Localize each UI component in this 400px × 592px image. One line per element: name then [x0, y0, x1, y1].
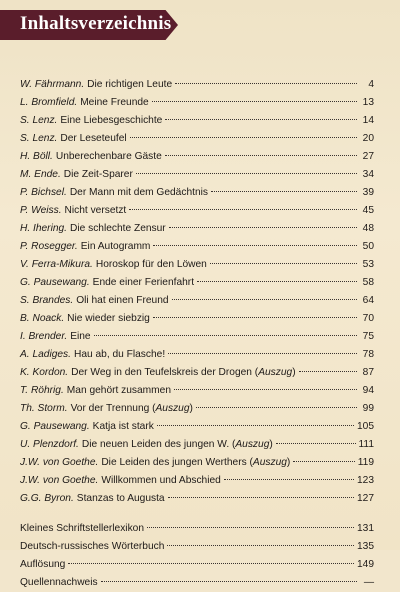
entry-title: Eine	[70, 331, 91, 342]
page-number: 27	[362, 151, 374, 162]
appendix-entry-row	[20, 520, 374, 538]
dot-leader	[153, 317, 357, 318]
page-number: 64	[362, 295, 374, 306]
dot-leader	[211, 191, 357, 192]
toc-entry-row	[20, 148, 374, 166]
table-of-contents	[20, 76, 374, 592]
entry-title: Ende einer Ferienfahrt	[92, 277, 195, 288]
entry-author: L. Bromfield.	[20, 97, 78, 108]
appendix-title: Kleines Schriftstellerlexikon	[20, 523, 145, 534]
page-number: 78	[362, 349, 374, 360]
entry-work-note: Auszug	[258, 367, 293, 378]
entry-title: Meine Freunde	[80, 97, 149, 108]
entry-author: H. Ihering.	[20, 223, 67, 234]
appendix-entry-row	[20, 574, 374, 592]
page-number: 20	[362, 133, 374, 144]
page-number: 50	[362, 241, 374, 252]
toc-entry-row	[20, 490, 374, 508]
entry-author: G.G. Byron.	[20, 493, 74, 504]
page-number: 123	[357, 475, 374, 486]
entry-author: P. Bichsel.	[20, 187, 67, 198]
page-number: 53	[362, 259, 374, 270]
toc-entry-row	[20, 220, 374, 238]
entry-author: V. Ferra-Mikura.	[20, 259, 93, 270]
entry-title: Die schlechte Zensur	[70, 223, 166, 234]
entry-author: S. Brandes.	[20, 295, 74, 306]
page-number: 131	[357, 523, 374, 534]
entry-title: Der Leseteufel	[60, 133, 127, 144]
entry-title: Hau ab, du Flasche!	[73, 349, 166, 360]
dot-leader	[168, 353, 357, 354]
appendix-entry-row	[20, 556, 374, 574]
toc-entry-row	[20, 454, 374, 472]
toc-entry-row	[20, 130, 374, 148]
entry-work-note: Auszug	[235, 439, 270, 450]
entry-title: Die Zeit-Sparer	[63, 169, 133, 180]
entry-title: Horoskop für den Löwen	[95, 259, 207, 270]
toc-entry-row	[20, 112, 374, 130]
entry-title: Die richtigen Leute	[87, 79, 173, 90]
entry-author: S. Lenz.	[20, 133, 58, 144]
toc-entry-row	[20, 274, 374, 292]
entry-author: U. Plenzdorf.	[20, 439, 79, 450]
dot-leader	[210, 263, 357, 264]
dot-leader	[224, 479, 354, 480]
entry-author: H. Böll.	[20, 151, 53, 162]
entry-title: Ein Autogramm	[80, 241, 151, 252]
dot-leader	[165, 155, 357, 156]
page-number: 94	[362, 385, 374, 396]
entry-title: Nicht versetzt	[64, 205, 127, 216]
appendix-title: Auflösung	[20, 559, 66, 570]
entry-author: A. Ladiges.	[20, 349, 71, 360]
dot-leader	[157, 425, 354, 426]
entry-title: Willkommen und Abschied	[101, 475, 221, 486]
dot-leader	[130, 137, 357, 138]
entry-author: S. Lenz.	[20, 115, 58, 126]
page-number: 119	[357, 457, 374, 468]
toc-entry-row	[20, 346, 374, 364]
dot-leader	[196, 407, 357, 408]
entry-author: B. Noack.	[20, 313, 65, 324]
entry-title-suffix: )	[292, 367, 296, 378]
page-title: Inhaltsverzeichnis	[20, 13, 172, 34]
entry-work-note: Auszug	[155, 403, 190, 414]
entry-author: P. Rosegger.	[20, 241, 78, 252]
entry-author: W. Fährmann.	[20, 79, 85, 90]
dot-leader	[94, 335, 357, 336]
toc-entry-row	[20, 184, 374, 202]
toc-entry-row	[20, 238, 374, 256]
appendix-title: Deutsch-russisches Wörterbuch	[20, 541, 165, 552]
entry-title: Stanzas to Augusta	[76, 493, 165, 504]
dot-leader	[197, 281, 357, 282]
page-number: 39	[362, 187, 374, 198]
page-number: 14	[362, 115, 374, 126]
page-number: 34	[362, 169, 374, 180]
entry-author: I. Brender.	[20, 331, 68, 342]
toc-entry-row	[20, 400, 374, 418]
dot-leader	[136, 173, 357, 174]
toc-entry-row	[20, 94, 374, 112]
dot-leader	[299, 371, 357, 372]
entry-title-suffix: )	[269, 439, 273, 450]
dot-leader	[68, 563, 354, 564]
entry-author: K. Kordon.	[20, 367, 69, 378]
appendix-title: Quellennachweis	[20, 577, 98, 588]
entry-author: Th. Storm.	[20, 403, 68, 414]
toc-entry-row	[20, 166, 374, 184]
page-number: 70	[362, 313, 374, 324]
dot-leader	[167, 545, 354, 546]
toc-entry-row	[20, 202, 374, 220]
dot-leader	[101, 581, 357, 582]
dot-leader	[147, 527, 354, 528]
entry-title: Der Mann mit dem Gedächtnis	[69, 187, 208, 198]
page-number: 45	[362, 205, 374, 216]
page-number: 87	[362, 367, 374, 378]
entry-title: Vor der Trennung (	[70, 403, 156, 414]
dot-leader	[129, 209, 357, 210]
entry-title: Unberechenbare Gäste	[55, 151, 162, 162]
dot-leader	[172, 299, 357, 300]
dot-leader	[276, 443, 356, 444]
entry-title: Katja ist stark	[92, 421, 154, 432]
toc-entry-row	[20, 256, 374, 274]
page-number: 13	[362, 97, 374, 108]
toc-entry-row	[20, 76, 374, 94]
entry-title: Eine Liebesgeschichte	[60, 115, 163, 126]
entry-title: Die Leiden des jungen Werthers (	[101, 457, 253, 468]
entry-work-note: Auszug	[252, 457, 287, 468]
entry-author: T. Röhrig.	[20, 385, 64, 396]
toc-entry-row	[20, 310, 374, 328]
page-number: 149	[357, 559, 374, 570]
toc-entry-row	[20, 292, 374, 310]
entry-title: Man gehört zusammen	[66, 385, 171, 396]
entry-author: G. Pausewang.	[20, 421, 90, 432]
dot-leader	[293, 461, 354, 462]
entry-title-suffix: )	[189, 403, 193, 414]
page-number: —	[363, 577, 374, 588]
page-number: 75	[362, 331, 374, 342]
dot-leader	[174, 389, 357, 390]
entry-author: G. Pausewang.	[20, 277, 90, 288]
dot-leader	[168, 497, 354, 498]
dot-leader	[153, 245, 357, 246]
page-number: 99	[362, 403, 374, 414]
toc-entry-row	[20, 418, 374, 436]
appendix-entry-row	[20, 538, 374, 556]
page-number: 48	[362, 223, 374, 234]
entry-author: J.W. von Goethe.	[20, 457, 99, 468]
toc-entry-row	[20, 364, 374, 382]
page-number: 127	[357, 493, 374, 504]
entry-title: Oli hat einen Freund	[76, 295, 169, 306]
dot-leader	[165, 119, 357, 120]
page-number: 58	[362, 277, 374, 288]
toc-entry-row	[20, 472, 374, 490]
entry-title-suffix: )	[286, 457, 291, 468]
page-number: 135	[357, 541, 374, 552]
entry-author: J.W. von Goethe.	[20, 475, 99, 486]
dot-leader	[152, 101, 357, 102]
dot-leader	[169, 227, 357, 228]
page-number: 105	[357, 421, 374, 432]
toc-entry-row	[20, 328, 374, 346]
section-gap	[20, 508, 374, 520]
page-number: 111	[358, 439, 374, 450]
page-number: 4	[368, 79, 374, 90]
entry-title: Nie wieder siebzig	[67, 313, 150, 324]
entry-title: Der Weg in den Teufelskreis der Drogen (	[71, 367, 259, 378]
entry-author: P. Weiss.	[20, 205, 62, 216]
entry-author: M. Ende.	[20, 169, 61, 180]
dot-leader	[175, 83, 357, 84]
toc-entry-row	[20, 382, 374, 400]
entry-title: Die neuen Leiden des jungen W. (	[81, 439, 236, 450]
toc-entry-row	[20, 436, 374, 454]
